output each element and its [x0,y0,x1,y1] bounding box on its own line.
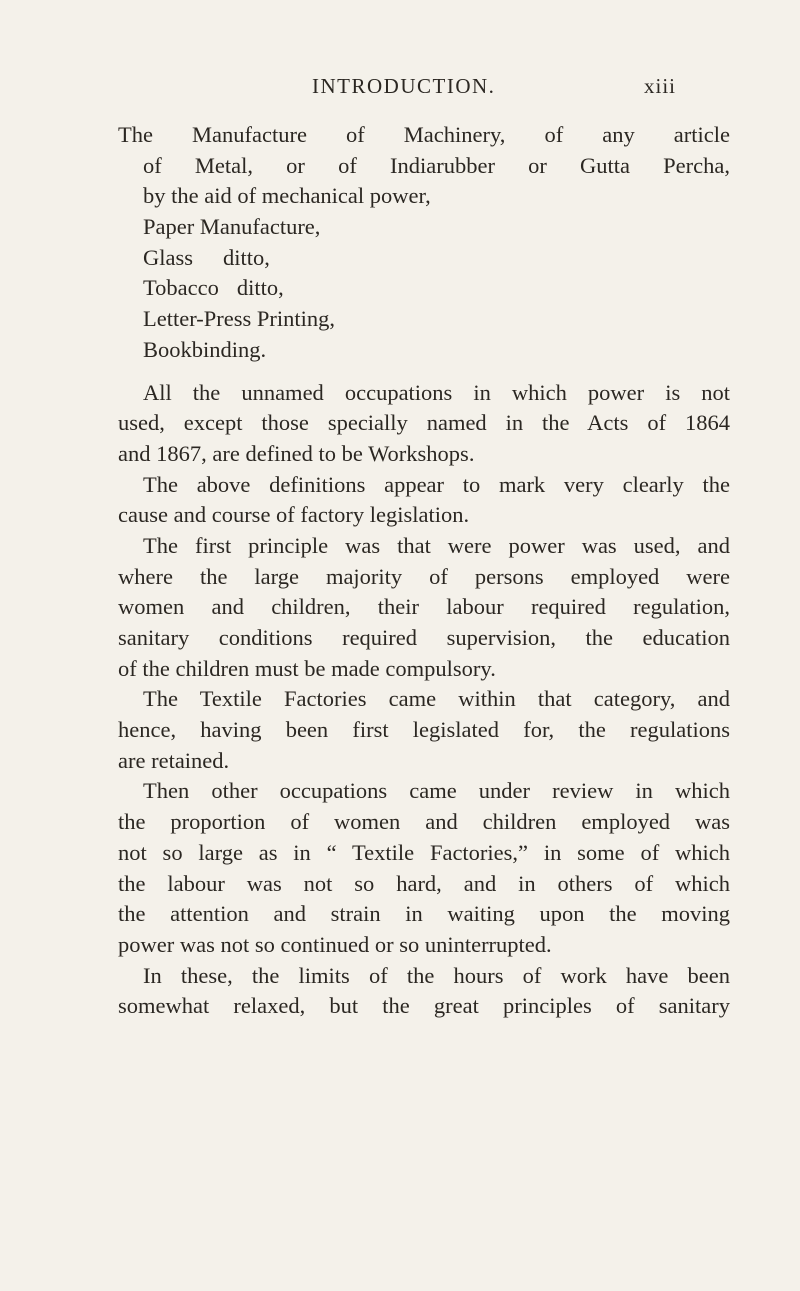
paragraph [118,684,730,776]
occupation-list [118,212,730,365]
text-line: In these, the limits of the hours of work have been [143,962,730,988]
running-head [0,74,800,108]
text-line: are retained. [118,747,230,773]
list-item-name: Letter-Press Printing, [143,306,336,332]
text-line: hence, having been first legislated for, the regulations [118,717,730,743]
running-title: INTRODUCTION. [312,74,496,98]
text-line: the proportion of women and children employed was [118,809,730,835]
text-line: not so large as in “ Textile Factories,” in some of which [118,839,730,865]
text-line: The above definitions appear to mark very clearly the [143,471,730,497]
list-item [118,273,730,304]
page-number: xiii [644,74,677,98]
text-line: The Textile Factories came within that category, and [143,686,730,712]
text-line: The Manufacture of Machinery, of any article [118,122,730,147]
text-line: the labour was not so hard, and in others of which [118,870,730,896]
list-item-ditto: ditto, [223,244,270,270]
text-line: Then other occupations came under review in which [143,778,730,804]
list-item-name: Paper Manufacture, [143,214,321,240]
list-item [118,335,730,366]
list-item-ditto: ditto, [236,275,284,301]
text-line: and 1867, are defined to be Workshops. [118,440,475,466]
paragraph [118,378,730,470]
list-intro [118,120,730,212]
text-line: power was not so continued or so uninterrupted. [118,931,552,957]
list-item-name: Glass [143,244,193,270]
text-line: of the children must be made compulsory. [118,655,496,681]
text-line: of Metal, or of Indiarubber or Gutta Percha, [143,152,730,178]
text-line: where the large majority of persons employed were [118,563,730,589]
list-item [118,243,730,274]
list-item-name: Bookbinding. [143,336,267,362]
text-line: sanitary conditions required supervision, the education [118,625,730,650]
list-item [118,304,730,335]
body-text [118,120,730,1022]
text-line: somewhat relaxed, but the great principles of sanitary [118,993,730,1019]
list-item-name: Tobacco [143,275,219,301]
text-line: used, except those specially named in the Acts of 1864 [118,410,730,436]
list-item [118,212,730,243]
text-line: The first principle was that were power was used, and [143,532,730,558]
text-line: the attention and strain in waiting upon the moving [118,901,730,927]
paragraph [118,776,730,960]
text-line: women and children, their labour required regulation, [118,594,730,620]
text-line: All the unnamed occupations in which power is not [143,379,730,405]
text-line: cause and course of factory legislation. [118,502,470,528]
paragraph [118,531,730,684]
paragraph [118,470,730,531]
text-line: by the aid of mechanical power, [143,183,431,209]
paragraph [118,961,730,1022]
